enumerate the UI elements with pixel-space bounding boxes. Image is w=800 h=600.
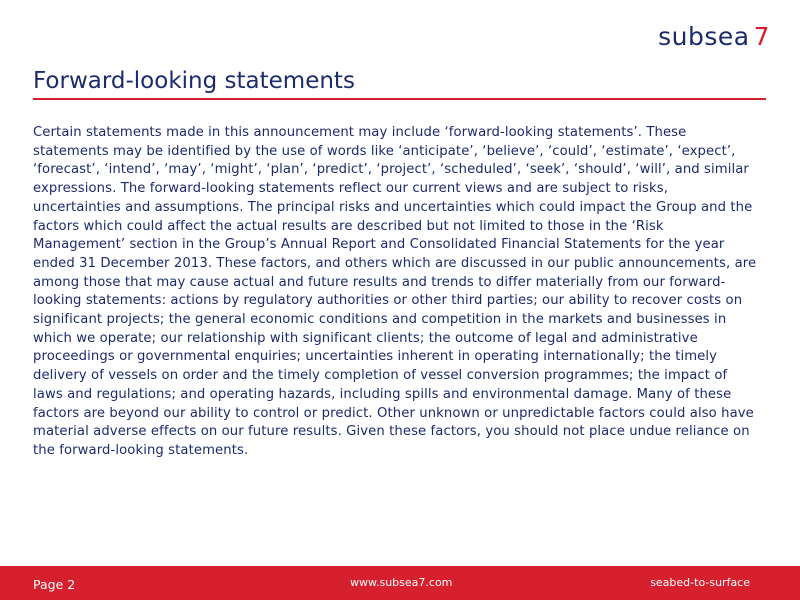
logo-number: 7 (753, 22, 770, 51)
footer-url: www.subsea7.com (350, 576, 453, 589)
title-divider (33, 98, 766, 100)
body-paragraph: Certain statements made in this announcement may include ‘forward-looking statements’. These statements may be identified by the use of words like ‘anticipate’, ‘believe’, ‘could’, ‘estimate’, ‘expect’, ‘forecast’, ‘intend’, ‘may’, ‘might’, ‘plan’, ‘predict’, ‘project’, ‘scheduled’, ‘seek’, ‘should’, ‘will’, and similar expressions. The forward-looking statements reflect our current views and are subject to risks, uncertainties and assumptions. The principal risks and uncertainties which could impact the Group and the factors which could affect the actual results are described but not limited to those in the ‘Risk Management’ section in the Group’s Annual Report and Consolidated Financial Statements for the year ended 31 December 2013. These factors, and others which are discussed in our public announcements, are among those that may cause actual and future results and trends to differ materially from our forward-looking statements: actions by regulatory authorities or other third parties; our ability to recover costs on significant projects; the general economic conditions and competition in the markets and businesses in which we operate; our relationship with significant clients; the outcome of legal and administrative proceedings or governmental enquiries; uncertainties inherent in operating internationally; the timely delivery of vessels on order and the timely completion of vessel conversion programmes; the impact of laws and regulations; and operating hazards, including spills and environmental damage. Many of these factors are beyond our ability to control or predict. Other unknown or unpredictable factors could also have material adverse effects on our future results. Given these factors, you should not place undue reliance on the forward-looking statements. (33, 125, 757, 458)
page-title: Forward-looking statements (33, 68, 355, 94)
footer-bar (0, 566, 800, 600)
footer-tagline: seabed-to-surface (650, 576, 750, 589)
subsea7-logo (658, 24, 770, 49)
logo-word: subsea (658, 22, 750, 51)
page-number: Page 2 (33, 577, 76, 592)
